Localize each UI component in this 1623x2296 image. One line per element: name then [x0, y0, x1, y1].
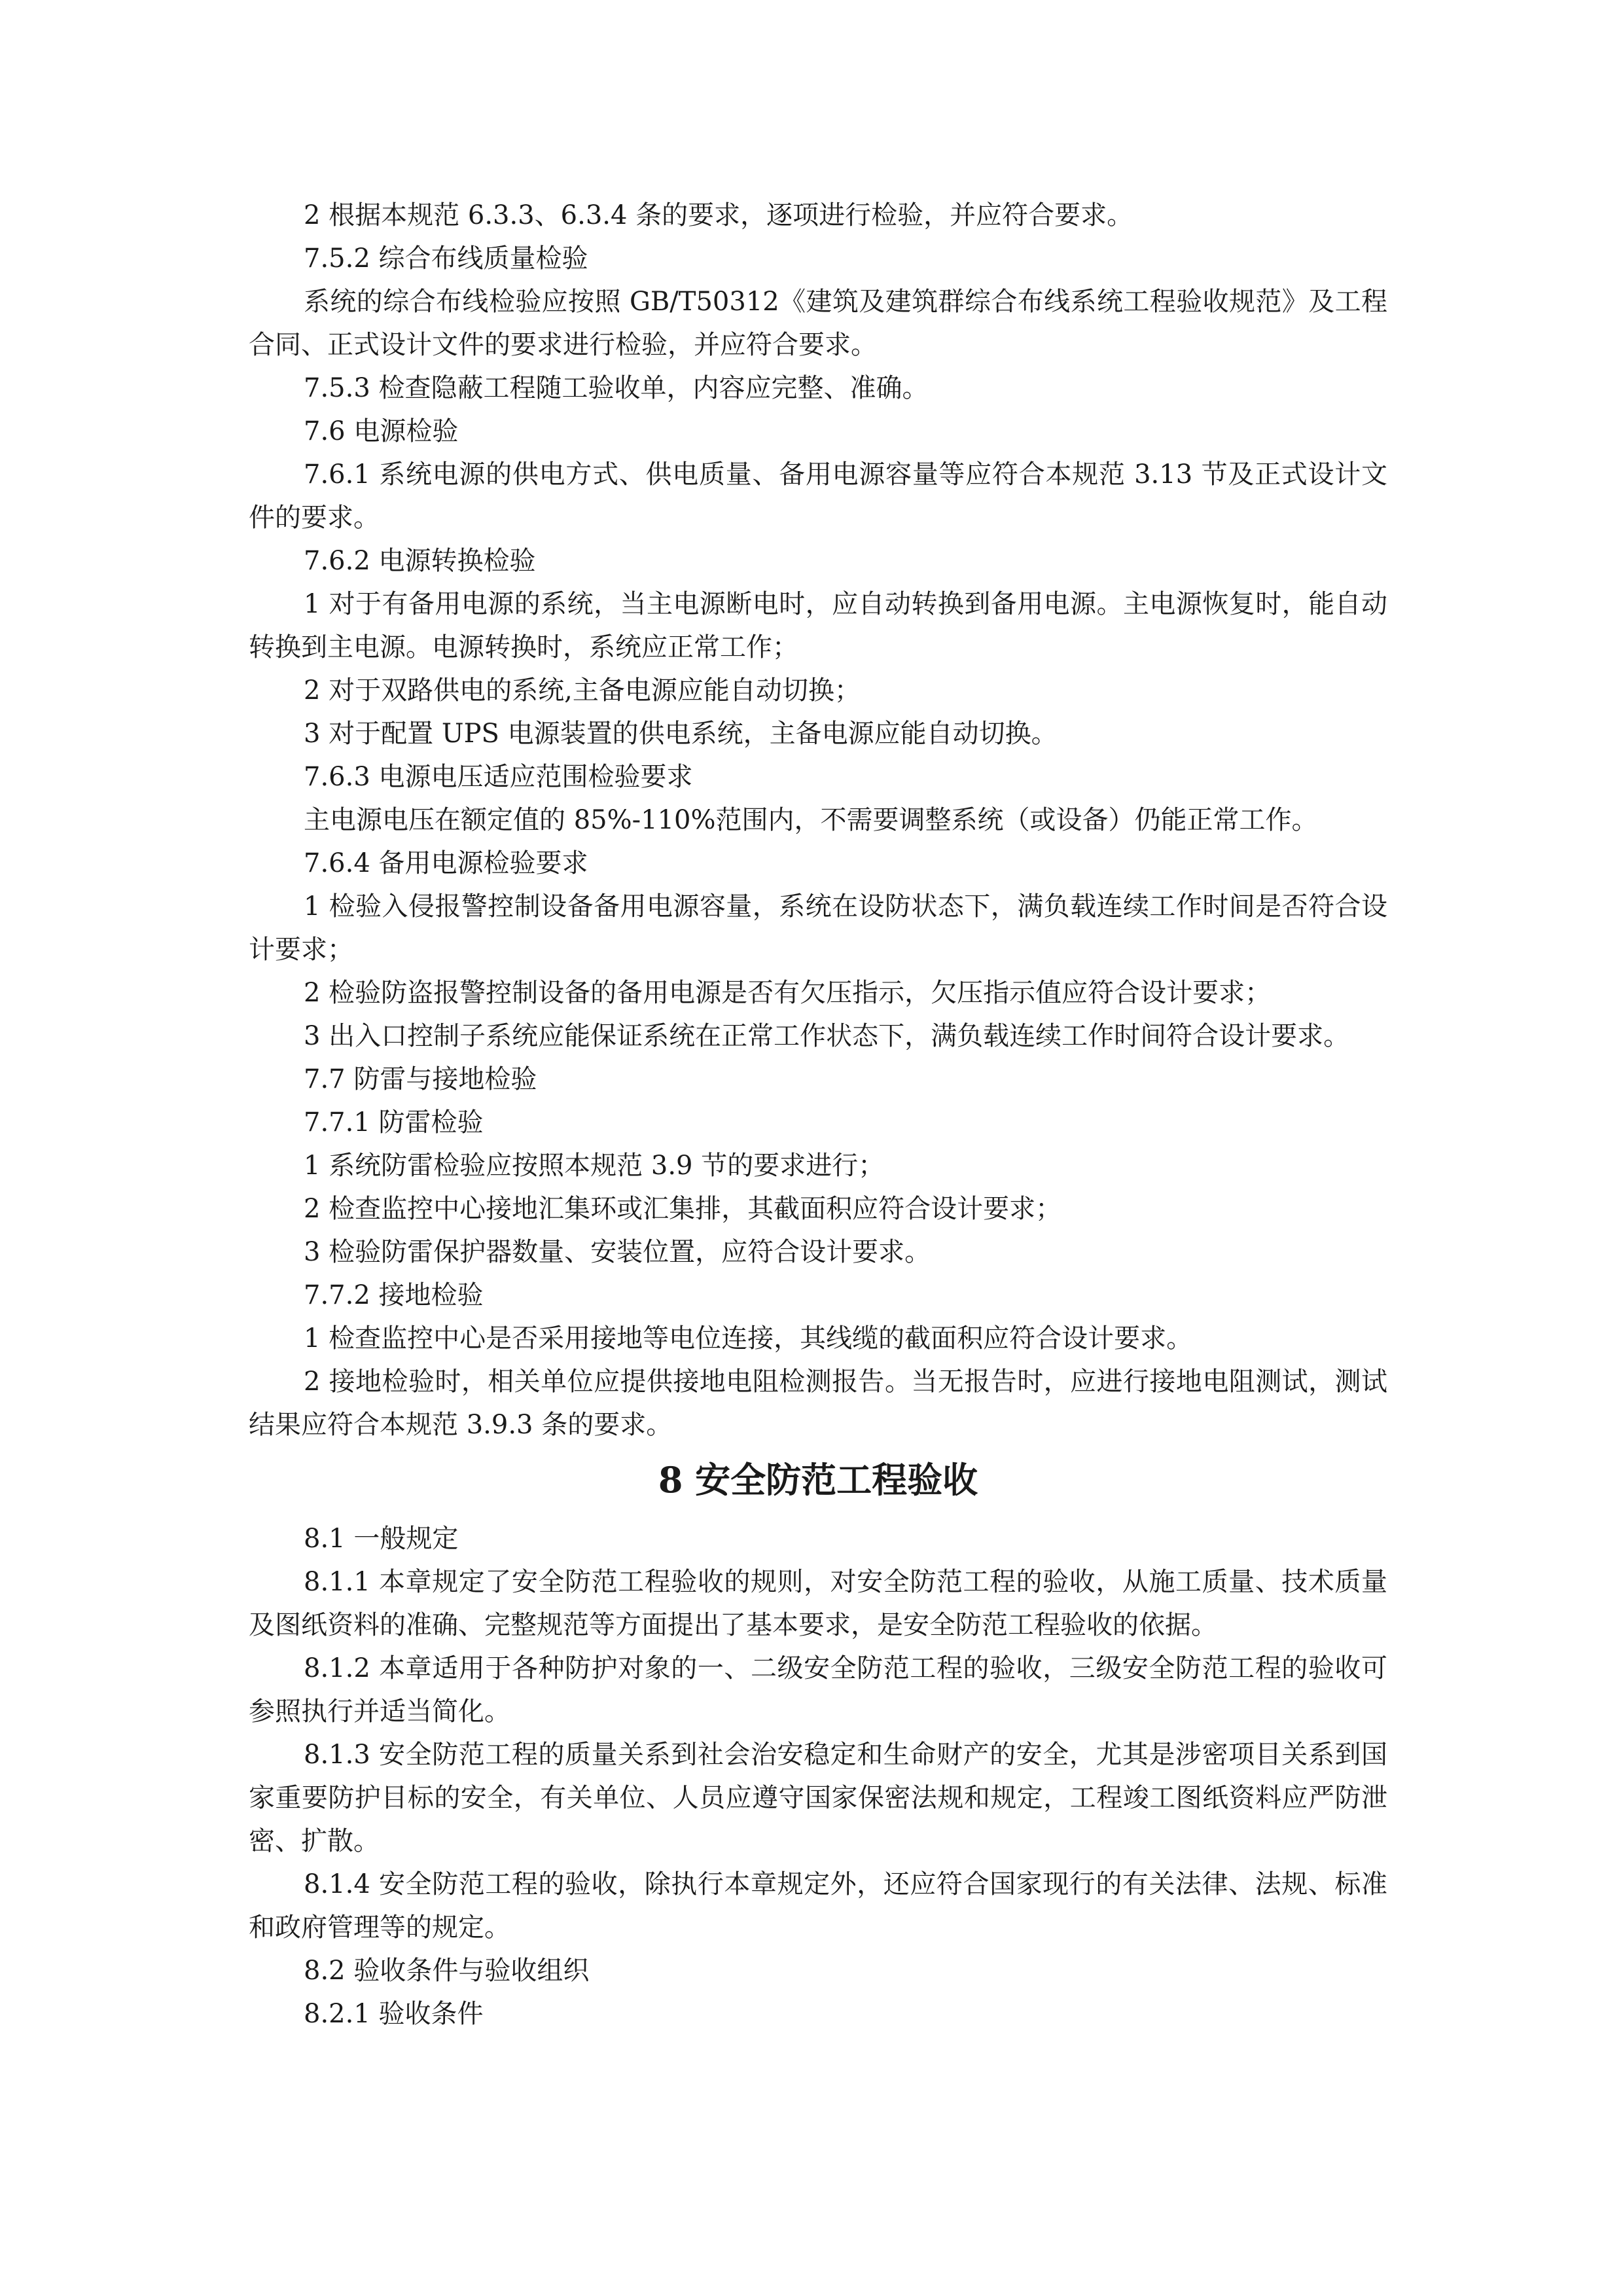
- paragraph: 3 出入口控制子系统应能保证系统在正常工作状态下，满负载连续工作时间符合设计要求。: [304, 1021, 1350, 1051]
- paragraph: 1 对于有备用电源的系统，当主电源断电时，应自动转换到备用电源。主电源恢复时，能自动转换到主电源。电源转换时，系统应正常工作；: [249, 589, 1387, 662]
- paragraph: 2 接地检验时，相关单位应提供接地电阻检测报告。当无报告时，应进行接地电阻测试，测试结果应符合本规范 3.9.3 条的要求。: [249, 1367, 1387, 1440]
- paragraph: 7.6.1 系统电源的供电方式、供电质量、备用电源容量等应符合本规范 3.13 节及正式设计文件的要求。: [249, 459, 1387, 533]
- paragraph: 8.1.4 安全防范工程的验收，除执行本章规定外，还应符合国家现行的有关法律、法规、标准和政府管理等的规定。: [249, 1869, 1387, 1943]
- section-heading: 7.7.1 防雷检验: [304, 1107, 484, 1138]
- section-heading: 7.5.2 综合布线质量检验: [304, 243, 588, 274]
- section-heading: 7.6.3 电源电压适应范围检验要求: [304, 762, 693, 792]
- section-heading: 7.6.4 备用电源检验要求: [304, 848, 588, 878]
- paragraph: 系统的综合布线检验应按照 GB/T50312《建筑及建筑群综合布线系统工程验收规范》及工程合同、正式设计文件的要求进行检验，并应符合要求。: [249, 287, 1387, 360]
- paragraph: 2 检查监控中心接地汇集环或汇集排，其截面积应符合设计要求；: [304, 1194, 1062, 1224]
- document-page: [249, 194, 1387, 2036]
- paragraph: 2 根据本规范 6.3.3、6.3.4 条的要求，逐项进行检验，并应符合要求。: [304, 200, 1133, 230]
- paragraph: 3 检验防雷保护器数量、安装位置，应符合设计要求。: [304, 1237, 931, 1267]
- paragraph: 8.1.1 本章规定了安全防范工程验收的规则，对安全防范工程的验收，从施工质量、技术质量及图纸资料的准确、完整规范等方面提出了基本要求，是安全防范工程验收的依据。: [249, 1567, 1387, 1640]
- paragraph: 1 检查监控中心是否采用接地等电位连接，其线缆的截面积应符合设计要求。: [304, 1323, 1193, 1354]
- section-heading: 7.6.2 电源转换检验: [304, 546, 536, 576]
- paragraph: 2 对于双路供电的系统,主备电源应能自动切换；: [304, 675, 861, 706]
- paragraph: 8.1.2 本章适用于各种防护对象的一、二级安全防范工程的验收，三级安全防范工程的验收可参照执行并适当简化。: [249, 1653, 1387, 1727]
- paragraph: 8.1.3 安全防范工程的质量关系到社会治安稳定和生命财产的安全，尤其是涉密项目关系到国家重要防护目标的安全，有关单位、人员应遵守国家保密法规和规定，工程竣工图纸资料应严防泄密、扩散。: [249, 1740, 1387, 1856]
- paragraph: 主电源电压在额定值的 85%-110%范围内，不需要调整系统（或设备）仍能正常工作。: [304, 805, 1318, 835]
- section-heading: 8.1 一般规定: [304, 1524, 459, 1554]
- paragraph: 2 检验防盗报警控制设备的备用电源是否有欠压指示，欠压指示值应符合设计要求；: [304, 978, 1272, 1008]
- paragraph: 7.5.3 检查隐蔽工程随工验收单，内容应完整、准确。: [304, 373, 929, 403]
- paragraph: 3 对于配置 UPS 电源装置的供电系统，主备电源应能自动切换。: [304, 719, 1058, 749]
- section-heading: 8.2 验收条件与验收组织: [304, 1956, 590, 1986]
- section-heading: 7.7.2 接地检验: [304, 1280, 484, 1310]
- section-heading: 7.7 防雷与接地检验: [304, 1064, 537, 1094]
- chapter-title: 8 安全防范工程验收: [658, 1459, 978, 1501]
- paragraph: 1 系统防雷检验应按照本规范 3.9 节的要求进行；: [304, 1151, 885, 1181]
- section-heading: 8.2.1 验收条件: [304, 1999, 484, 2029]
- section-heading: 7.6 电源检验: [304, 416, 459, 446]
- paragraph: 1 检验入侵报警控制设备备用电源容量，系统在设防状态下，满负载连续工作时间是否符合设计要求；: [249, 891, 1387, 965]
